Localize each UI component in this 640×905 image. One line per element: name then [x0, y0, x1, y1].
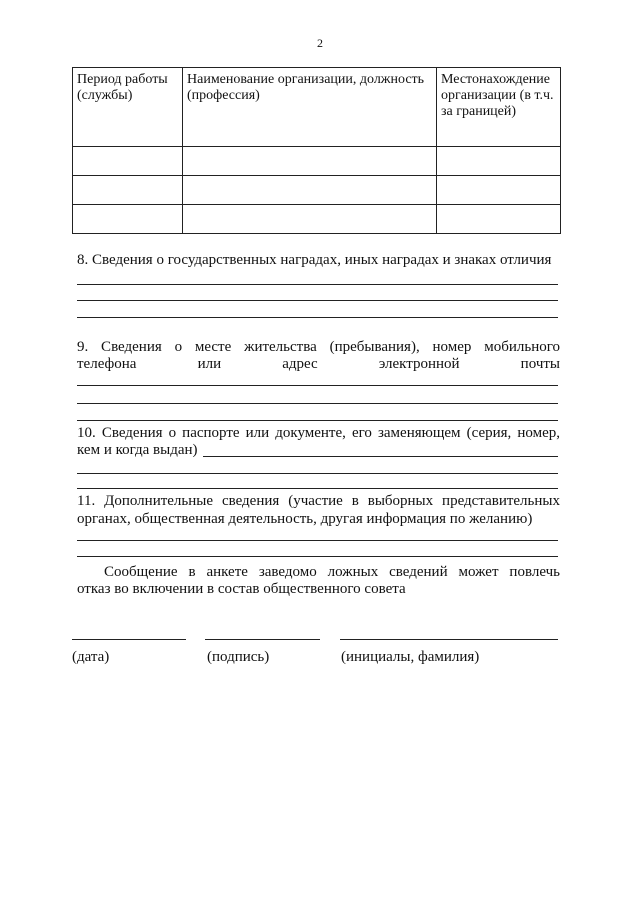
- table-header-row: [73, 68, 561, 147]
- page-number: 2: [317, 36, 323, 50]
- section-10-passport-line2: кем и когда выдан): [77, 442, 198, 458]
- table-cell[interactable]: [183, 147, 437, 176]
- fill-line[interactable]: [77, 473, 558, 474]
- section-9-residence-line1: 9. Сведения о месте жительства (пребывания), номер мобильного: [77, 339, 560, 355]
- table-row: [73, 205, 561, 234]
- fill-line[interactable]: [77, 300, 558, 301]
- table-row: [73, 176, 561, 205]
- section-11-additional-line1: 11. Дополнительные сведения (участие в выборных представительных: [77, 493, 560, 509]
- fill-line[interactable]: [77, 385, 558, 386]
- table-cell[interactable]: [73, 147, 183, 176]
- table-cell[interactable]: [437, 176, 561, 205]
- header-location: Местонахождение организации (в т.ч. за границей): [437, 68, 561, 147]
- signature-label: (подпись): [207, 649, 270, 665]
- work-history-table: [72, 67, 561, 234]
- warning-line1: Сообщение в анкете заведомо ложных сведений может повлечь: [104, 564, 560, 580]
- date-line[interactable]: [72, 639, 186, 640]
- section-8-awards: 8. Сведения о государственных наградах, иных наградах и знаках отличия: [77, 252, 552, 268]
- table-cell[interactable]: [437, 147, 561, 176]
- table-row: [73, 147, 561, 176]
- fill-line[interactable]: [77, 420, 558, 421]
- date-label: (дата): [72, 649, 110, 665]
- fill-line[interactable]: [77, 284, 558, 285]
- fill-line[interactable]: [77, 556, 558, 557]
- section-10-passport-line1: 10. Сведения о паспорте или документе, его заменяющем (серия, номер,: [77, 425, 560, 441]
- table-cell[interactable]: [73, 205, 183, 234]
- table-cell[interactable]: [437, 205, 561, 234]
- table-cell[interactable]: [73, 176, 183, 205]
- name-label: (инициалы, фамилия): [341, 649, 480, 665]
- section-11-additional-line2: органах, общественная деятельность, другая информация по желанию): [77, 511, 533, 527]
- section-9-residence-line2: телефона или адрес электронной почты: [77, 356, 560, 372]
- fill-line[interactable]: [77, 317, 558, 318]
- name-line[interactable]: [340, 639, 558, 640]
- table-cell[interactable]: [183, 176, 437, 205]
- fill-line[interactable]: [203, 456, 558, 457]
- header-organization: Наименование организации, должность (профессия): [183, 68, 437, 147]
- fill-line[interactable]: [77, 540, 558, 541]
- header-period: Период работы (службы): [73, 68, 183, 147]
- fill-line[interactable]: [77, 488, 558, 489]
- table-cell[interactable]: [183, 205, 437, 234]
- fill-line[interactable]: [77, 403, 558, 404]
- warning-line2: отказ во включении в состав общественного совета: [77, 581, 406, 597]
- signature-line[interactable]: [205, 639, 320, 640]
